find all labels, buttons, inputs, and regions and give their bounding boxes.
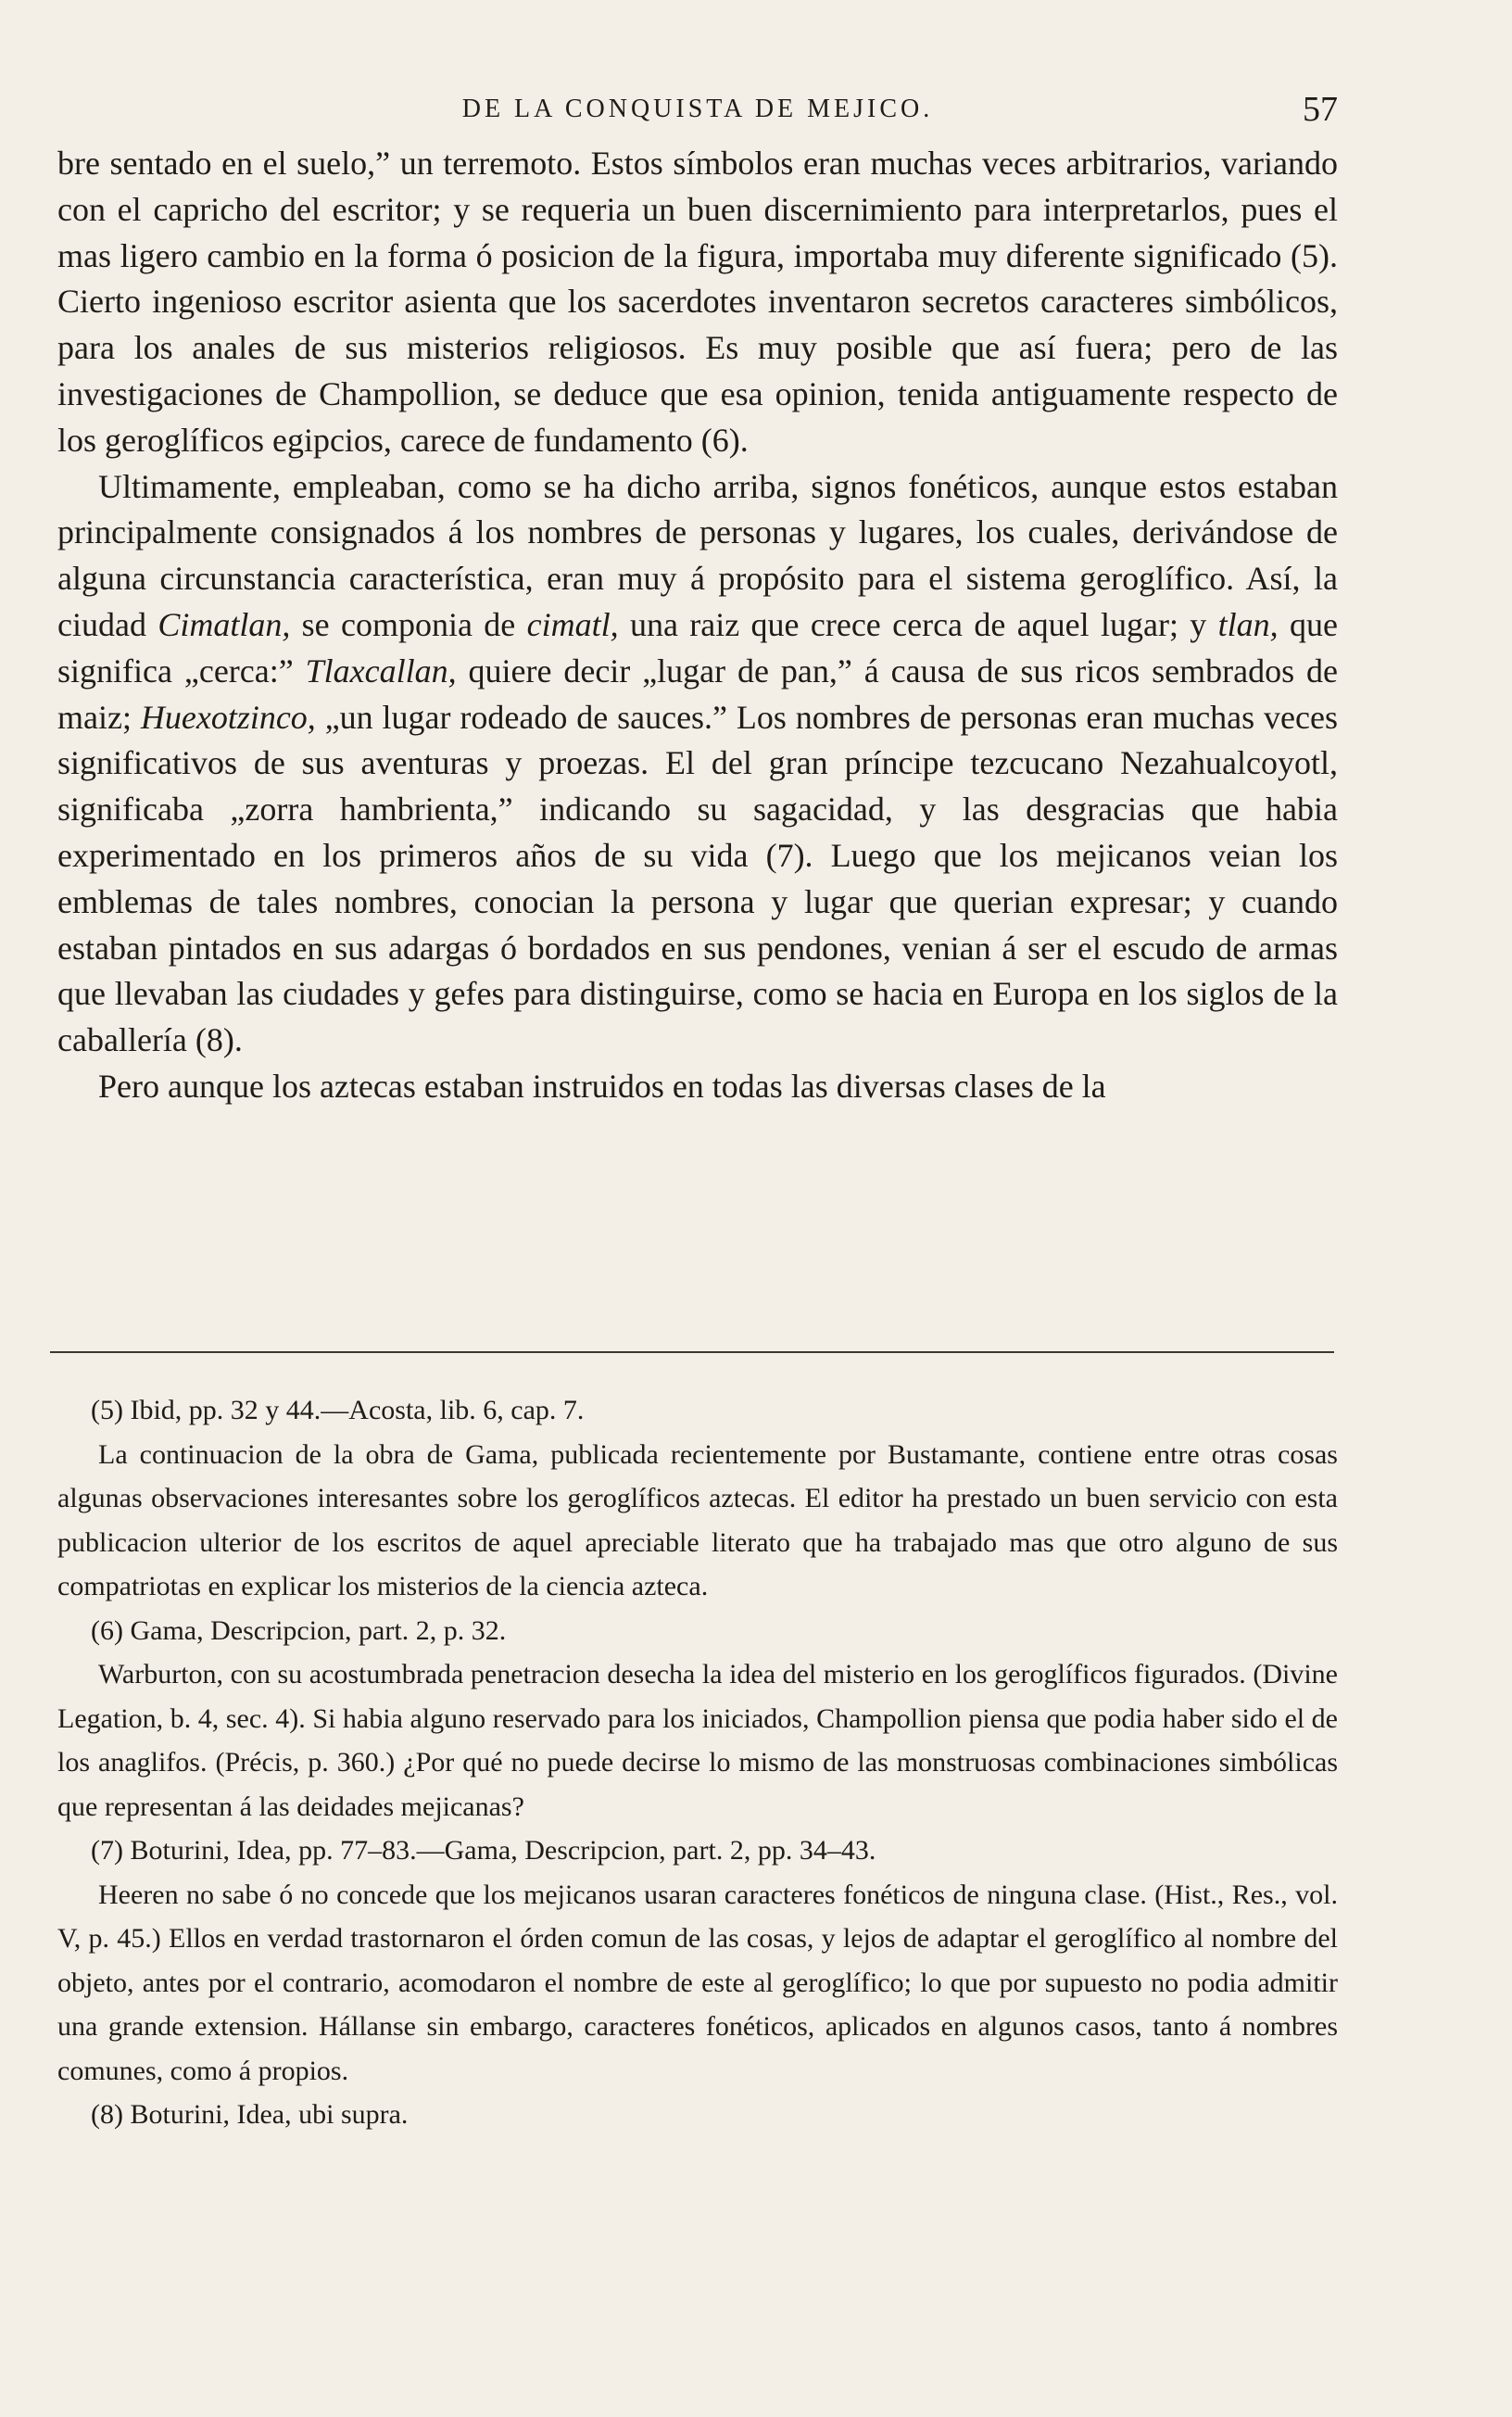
text-run: Ultimamente, empleaban, como se ha dicho arriba, signos fonéticos, aunque estos estaban principalmente consignados á los nombres de personas y lugares, los cuales, derivándose de alguna circunstancia característica, eran muy á propósito para el sistema geroglífico. Así, la ciudad [57, 467, 1338, 643]
footnote-6-text: Warburton, con su acostumbrada penetracion desecha la idea del misterio en los geroglíficos figurados. (Divine Legation, b. 4, sec. 4). Si habia alguno reservado para los iniciados, Champollion piensa que podia haber sido el de los anaglifos. (Précis, p. 360.) ¿Por qué no puede decirse lo mismo de las monstruosas combinaciones simbólicas que representan á las deidades mejicanas? [57, 1659, 1338, 1822]
paragraph-continuation: bre sentado en el suelo,” un terremoto. Estos símbolos eran muchas veces arbitrarios, variando con el capricho del escritor; y se requeria un buen discernimiento para interpretarlos, pues el mas ligero cambio en la forma ó posicion de la figura, importaba muy diferente significado (5). Cierto ingenioso escritor asienta que los sacerdotes inventaron secretos caracteres simbólicos, para los anales de sus misterios religiosos. Es muy posible que así fuera; pero de las investigaciones de Champollion, se deduce que esa opinion, tenida antiguamente respecto de los geroglíficos egipcios, carece de fundamento (6). [57, 145, 1338, 459]
footnote-5-text: La continuacion de la obra de Gama, publicada recientemente por Bustamante, contiene entre otras cosas algunas observaciones interesantes sobre los geroglíficos aztecas. El editor ha prestado un buen servicio con esta publicacion ulterior de los escritos de aquel apreciable literato que ha trabajado mas que otro alguno de sus compatriotas en explicar los misterios de la ciencia azteca. [57, 1438, 1338, 1601]
text-run: „un lugar rodeado de sauces.” Los nombres de personas eran muchas veces significativos de sus aventuras y proezas. El del gran príncipe tezcucano Nezahualcoyotl, significaba „zorra hambrienta,” indicando su sagacidad, y las desgracias que habia experimentado en los primeros años de su vida (7). Luego que los mejicanos veian los emblemas de tales nombres, conocian la persona y lugar que querian expresar; y cuando estaban pintados en sus adargas ó bordados en sus pendones, venian á ser el escudo de armas que llevaban las ciudades y gefes para distinguirse, como se hacia en Europa en los siglos de la caballería (8). [57, 698, 1338, 1059]
footnote-7-reference: (7) Boturini, Idea, pp. 77–83.—Gama, Descripcion, part. 2, pp. 34–43. [91, 1835, 876, 1866]
footnotes [57, 1388, 1338, 2137]
running-header [57, 89, 1338, 137]
text-run: una raiz que crece cerca de aquel lugar; y [618, 605, 1218, 643]
paragraph-aztecs: Pero aunque los aztecas estaban instruidos en todas las diversas clases de la [98, 1067, 1106, 1105]
running-title: DE LA CONQUISTA DE MEJICO. [461, 95, 934, 123]
word-tlan: tlan, [1217, 605, 1279, 643]
place-name-huexotzinco: Huexotzinco, [140, 698, 316, 736]
place-name-tlaxcallan: Tlaxcallan, [305, 652, 457, 690]
footnote-5-reference: (5) Ibid, pp. 32 y 44.—Acosta, lib. 6, cap. 7. [91, 1395, 585, 1425]
footnote-7-text: Heeren no sabe ó no concede que los mejicanos usaran caracteres fonéticos de ninguna clase. (Hist., Res., vol. V, p. 45.) Ellos en verdad trastornaron el órden comun de las cosas, y lejos de adaptar el geroglífico al nombre del objeto, antes por el contrario, acomodaron el nombre de este al geroglífico; lo que por supuesto no podia admitir una grande extension. Hállanse sin embargo, caracteres fonéticos, aplicados en algunos casos, tanto á nombres comunes, como á propios. [57, 1879, 1338, 2086]
text-run: se componia de [290, 605, 527, 643]
footnote-8-reference: (8) Boturini, Idea, ubi supra. [91, 2099, 409, 2130]
page-number: 57 [1303, 90, 1338, 129]
footnote-separator [50, 1351, 1334, 1353]
text-run: que significa „cerca:” [57, 605, 1338, 690]
word-cimatl: cimatl, [526, 605, 619, 643]
main-text [57, 141, 1338, 1110]
footnote-6-reference: (6) Gama, Descripcion, part. 2, p. 32. [91, 1614, 507, 1646]
paragraph-phonetic-signs [57, 464, 1338, 1064]
place-name-cimatlan: Cimatlan, [158, 605, 291, 643]
text-run: quiere decir „lugar de pan,” á causa de sus ricos sembrados de maiz; [57, 652, 1339, 736]
